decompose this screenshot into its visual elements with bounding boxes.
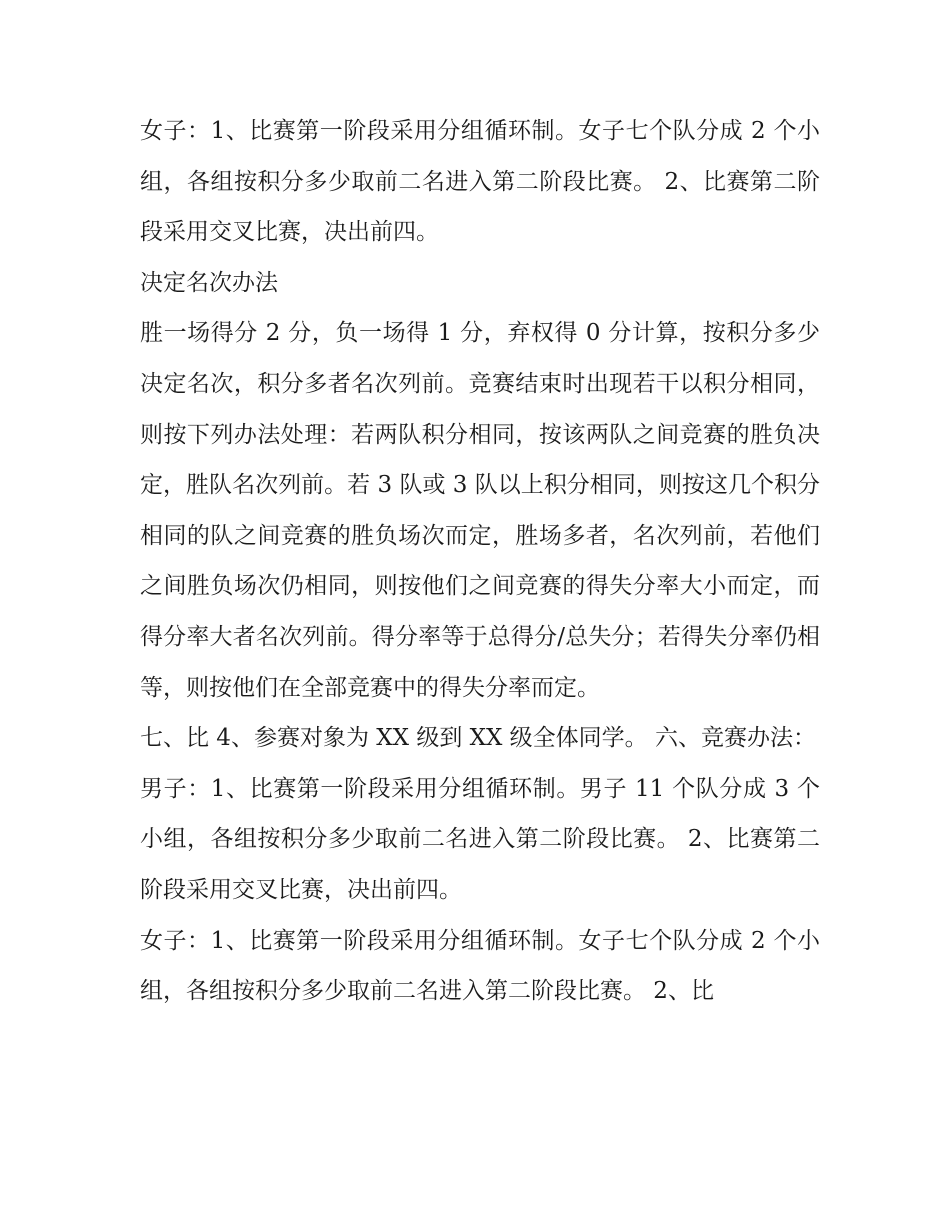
paragraph-women-format: 女子：1、比赛第一阶段采用分组循环制。女子七个队分成 2 个小组，各组按积分多少取前二名进入第二阶段比赛。 2、比赛第二阶段采用交叉比赛，决出前四。 <box>140 118 820 246</box>
section-heading-ranking-method: 决定名次办法 <box>140 269 278 296</box>
paragraph-men-format: 男子：1、比赛第一阶段采用分组循环制。男子 11 个队分成 3 个小组，各组按积分多少取前二名进入第二阶段比赛。 2、比赛第二阶段采用交叉比赛，决出前四。 <box>140 775 820 903</box>
paragraph-ranking-rules: 胜一场得分 2 分，负一场得 1 分，弃权得 0 分计算，按积分多少决定名次，积分多者名次列前。竞赛结束时出现若干以积分相同，则按下列办法处理：若两队积分相同，按该两队之间竞赛的胜负决定，胜队名次列前。若 3 队或 3 队以上积分相同，则按这几个积分相同的队之间竞赛的胜负场次而定，胜场多者，名次列前，若他们之间胜负场次仍相同，则按他们之间竞赛的得失分率大小而定，而得分率大者名次列前。得分率等于总得分/总失分；若得失分率仍相等，则按他们在全部竞赛中的得失分率而定。 <box>140 320 820 701</box>
paragraph-women-format-repeat: 女子：1、比赛第一阶段采用分组循环制。女子七个队分成 2 个小组，各组按积分多少取前二名进入第二阶段比赛。 2、比 <box>140 927 820 1005</box>
document-body <box>140 106 820 1017</box>
paragraph-participants: 七、比 4、参赛对象为 XX 级到 XX 级全体同学。 六、竞赛办法： <box>140 725 816 752</box>
